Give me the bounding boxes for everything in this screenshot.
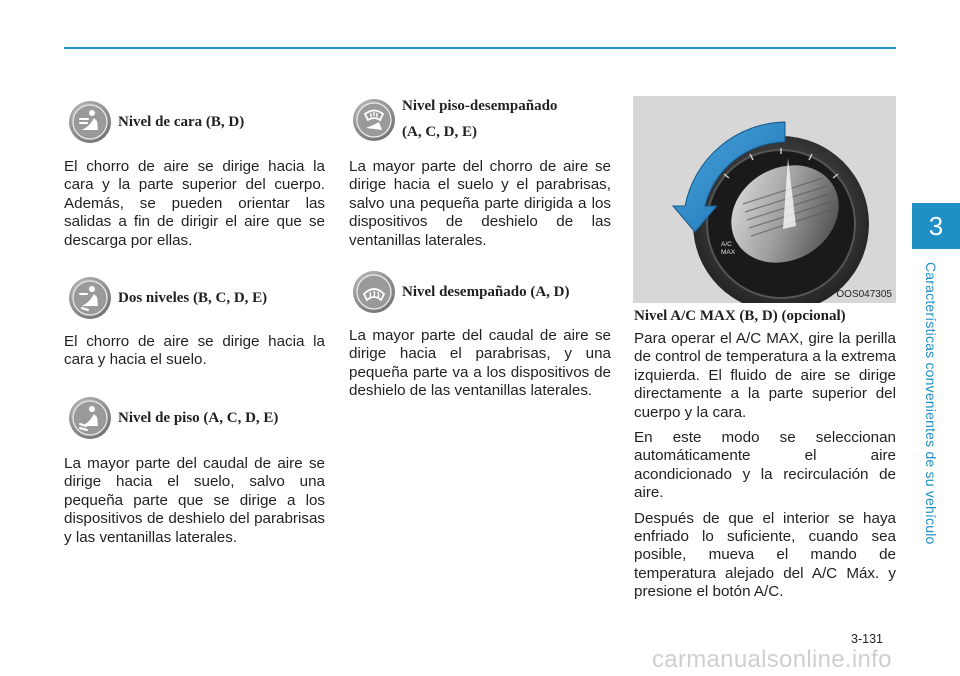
ac-max-paragraph: Para operar el A/C MAX, gire la perilla de control de temperatura a la extrema izquierda. El fluido de aire se dirige directamente a la parte superior del cuerpo y la cara.	[634, 330, 896, 421]
ac-max-title: Nivel A/C MAX (B, D) (opcional)	[634, 308, 846, 324]
section-face-level-heading	[68, 100, 244, 144]
knob-label-max: MAX	[721, 249, 736, 256]
ac-max-paragraph: Después de que el interior se haya enfriado lo suficiente, cuando sea posible, mueva el mando de temperatura alejado del A/C Máx. y presione el botón A/C.	[634, 509, 896, 601]
section-floor-defrost-heading	[352, 94, 557, 144]
ac-max-knob-figure	[633, 96, 896, 303]
floor-defrost-icon	[352, 98, 396, 142]
section-floor-level-text: La mayor parte del caudal de aire se dirige hacia el suelo, salvo una pequeña parte que se dirige a los dispositivos de deshielo del parabrisas y las ventanillas laterales.	[64, 455, 325, 546]
section-title: Nivel de piso (A, C, D, E)	[118, 410, 279, 426]
chapter-title: Características convenientes de su vehículo	[923, 261, 939, 545]
watermark[interactable]: carmanualsonline.info	[652, 646, 892, 673]
floor-vent-icon	[68, 396, 112, 440]
section-title: Nivel desempañado (A, D)	[402, 284, 570, 300]
ac-max-paragraph: En este modo se seleccionan automáticamente el aire acondicionado y la recirculación de aire.	[634, 429, 896, 502]
section-bi-level-heading	[68, 276, 267, 320]
chapter-number-tab[interactable]: 3	[912, 203, 960, 249]
section-floor-level-heading	[68, 396, 278, 440]
section-face-level-text: El chorro de aire se dirige hacia la cara y la parte superior del cuerpo. Además, se pueden orientar las salidas a fin de dirigir el aire que se descarga por ellas.	[64, 158, 325, 249]
section-defrost-heading	[352, 270, 570, 314]
header-rule	[64, 47, 896, 49]
knob-label-ac: A/C	[721, 241, 732, 248]
section-floor-defrost-text: La mayor parte del chorro de aire se dirige hacia el suelo y el parabrisas, salvo una pequeña parte dirigida a los dispositivos de deshielo de las ventanillas laterales.	[349, 158, 611, 249]
face-vent-icon	[68, 100, 112, 144]
section-bi-level-text: El chorro de aire se dirige hacia la cara y hacia el suelo.	[64, 333, 325, 369]
defrost-icon	[352, 270, 396, 314]
section-title: Nivel de cara (B, D)	[118, 114, 245, 130]
bi-level-vent-icon	[68, 276, 112, 320]
temperature-knob-illustration	[633, 96, 896, 303]
figure-code: OOS047305	[836, 289, 892, 300]
section-defrost-text: La mayor parte del caudal de aire se dirige hacia el parabrisas, y una pequeña parte va a los dispositivos de deshielo de las ventanillas laterales.	[349, 327, 611, 400]
ac-max-text	[634, 330, 896, 602]
section-title-line-1: Nivel piso-desempañado	[402, 98, 558, 114]
section-title: Dos niveles (B, C, D, E)	[118, 290, 268, 306]
section-title-line-2: (A, C, D, E)	[402, 124, 477, 140]
page-number: 3-131	[851, 632, 883, 646]
